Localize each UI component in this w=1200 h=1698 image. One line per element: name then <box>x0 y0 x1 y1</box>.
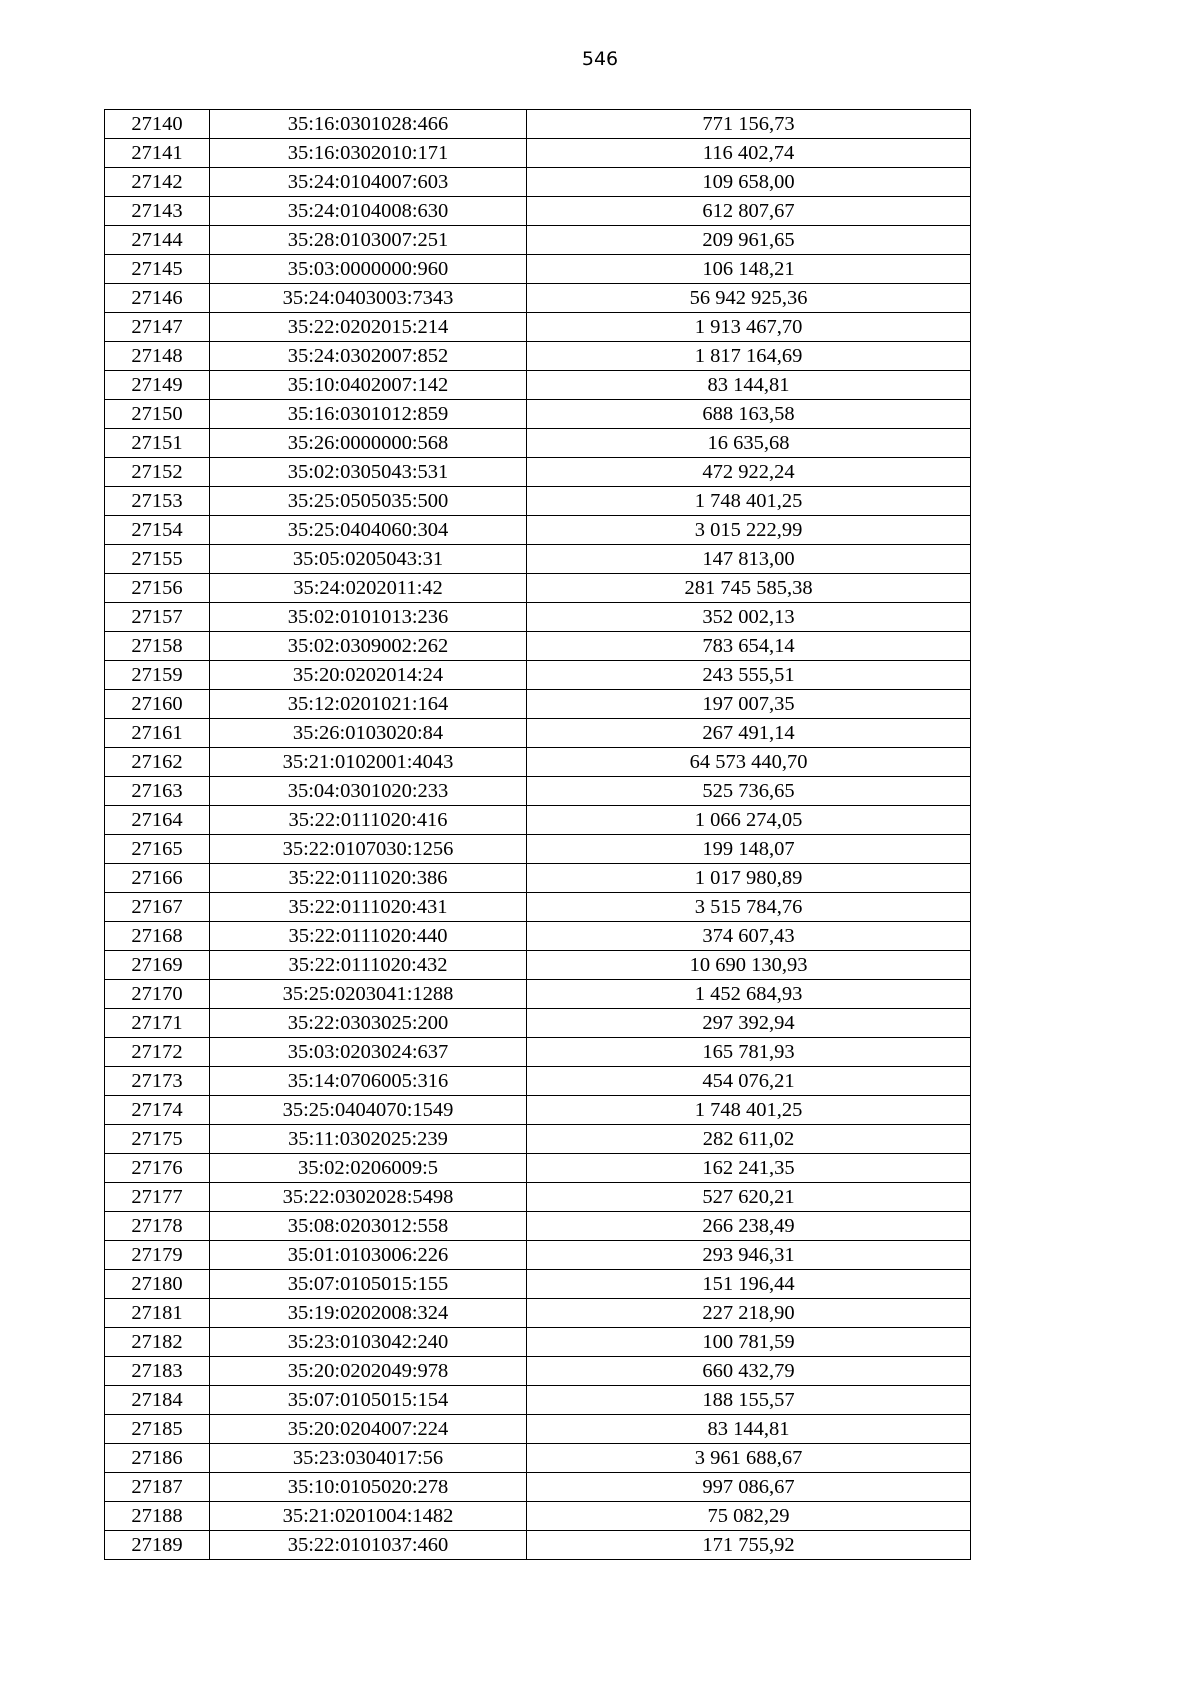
row-number-cell: 27182 <box>105 1328 210 1357</box>
row-number-cell: 27177 <box>105 1183 210 1212</box>
table-row <box>105 1096 971 1125</box>
row-number-cell: 27156 <box>105 574 210 603</box>
table-row <box>105 168 971 197</box>
cadastral-value-cell: 1 817 164,69 <box>527 342 971 371</box>
row-number-cell: 27170 <box>105 980 210 1009</box>
table-row <box>105 922 971 951</box>
row-number-cell: 27155 <box>105 545 210 574</box>
cadastral-value-cell: 1 066 274,05 <box>527 806 971 835</box>
row-number-cell: 27145 <box>105 255 210 284</box>
table-row <box>105 1386 971 1415</box>
table-row <box>105 139 971 168</box>
table-row <box>105 574 971 603</box>
cadastral-number-cell: 35:22:0303025:200 <box>210 1009 527 1038</box>
cadastral-value-cell: 243 555,51 <box>527 661 971 690</box>
row-number-cell: 27167 <box>105 893 210 922</box>
table-row <box>105 516 971 545</box>
cadastral-value-cell: 688 163,58 <box>527 400 971 429</box>
row-number-cell: 27152 <box>105 458 210 487</box>
cadastral-value-cell: 75 082,29 <box>527 1502 971 1531</box>
table-row <box>105 1067 971 1096</box>
cadastral-number-cell: 35:25:0203041:1288 <box>210 980 527 1009</box>
cadastral-value-cell: 116 402,74 <box>527 139 971 168</box>
row-number-cell: 27140 <box>105 110 210 139</box>
cadastral-number-cell: 35:01:0103006:226 <box>210 1241 527 1270</box>
cadastral-number-cell: 35:22:0107030:1256 <box>210 835 527 864</box>
row-number-cell: 27163 <box>105 777 210 806</box>
table-row <box>105 864 971 893</box>
cadastral-number-cell: 35:22:0302028:5498 <box>210 1183 527 1212</box>
cadastral-number-cell: 35:22:0202015:214 <box>210 313 527 342</box>
cadastral-value-cell: 352 002,13 <box>527 603 971 632</box>
table-row <box>105 1531 971 1560</box>
table-row <box>105 429 971 458</box>
cadastral-value-cell: 165 781,93 <box>527 1038 971 1067</box>
cadastral-number-cell: 35:22:0111020:386 <box>210 864 527 893</box>
cadastral-number-cell: 35:24:0104008:630 <box>210 197 527 226</box>
cadastral-value-cell: 1 017 980,89 <box>527 864 971 893</box>
table-row <box>105 197 971 226</box>
table-row <box>105 255 971 284</box>
table-row <box>105 1270 971 1299</box>
cadastral-number-cell: 35:02:0309002:262 <box>210 632 527 661</box>
cadastral-number-cell: 35:12:0201021:164 <box>210 690 527 719</box>
cadastral-number-cell: 35:03:0203024:637 <box>210 1038 527 1067</box>
row-number-cell: 27188 <box>105 1502 210 1531</box>
table-row <box>105 1357 971 1386</box>
cadastral-number-cell: 35:25:0404070:1549 <box>210 1096 527 1125</box>
row-number-cell: 27150 <box>105 400 210 429</box>
row-number-cell: 27158 <box>105 632 210 661</box>
row-number-cell: 27187 <box>105 1473 210 1502</box>
table-row <box>105 1212 971 1241</box>
cadastral-value-cell: 997 086,67 <box>527 1473 971 1502</box>
row-number-cell: 27151 <box>105 429 210 458</box>
row-number-cell: 27172 <box>105 1038 210 1067</box>
table-row <box>105 545 971 574</box>
cadastral-value-cell: 612 807,67 <box>527 197 971 226</box>
cadastral-number-cell: 35:21:0102001:4043 <box>210 748 527 777</box>
cadastral-value-cell: 266 238,49 <box>527 1212 971 1241</box>
cadastral-value-cell: 660 432,79 <box>527 1357 971 1386</box>
cadastral-value-cell: 1 748 401,25 <box>527 1096 971 1125</box>
cadastral-number-cell: 35:10:0105020:278 <box>210 1473 527 1502</box>
row-number-cell: 27176 <box>105 1154 210 1183</box>
cadastral-number-cell: 35:25:0505035:500 <box>210 487 527 516</box>
table-row <box>105 1299 971 1328</box>
table-row <box>105 1241 971 1270</box>
table-row <box>105 1154 971 1183</box>
cadastral-value-cell: 472 922,24 <box>527 458 971 487</box>
row-number-cell: 27166 <box>105 864 210 893</box>
table-row <box>105 951 971 980</box>
table-row <box>105 110 971 139</box>
cadastral-number-cell: 35:22:0101037:460 <box>210 1531 527 1560</box>
cadastral-value-cell: 297 392,94 <box>527 1009 971 1038</box>
cadastral-value-cell: 171 755,92 <box>527 1531 971 1560</box>
cadastral-value-cell: 267 491,14 <box>527 719 971 748</box>
row-number-cell: 27162 <box>105 748 210 777</box>
cadastral-number-cell: 35:08:0203012:558 <box>210 1212 527 1241</box>
table-row <box>105 1125 971 1154</box>
table-row <box>105 1328 971 1357</box>
table-row <box>105 719 971 748</box>
table-row <box>105 1415 971 1444</box>
cadastral-value-cell: 83 144,81 <box>527 371 971 400</box>
cadastral-value-cell: 162 241,35 <box>527 1154 971 1183</box>
table-row <box>105 690 971 719</box>
cadastral-number-cell: 35:16:0301028:466 <box>210 110 527 139</box>
cadastral-number-cell: 35:26:0000000:568 <box>210 429 527 458</box>
cadastral-value-cell: 227 218,90 <box>527 1299 971 1328</box>
table-row <box>105 1183 971 1212</box>
cadastral-number-cell: 35:19:0202008:324 <box>210 1299 527 1328</box>
row-number-cell: 27147 <box>105 313 210 342</box>
row-number-cell: 27164 <box>105 806 210 835</box>
row-number-cell: 27143 <box>105 197 210 226</box>
cadastral-number-cell: 35:21:0201004:1482 <box>210 1502 527 1531</box>
cadastral-number-cell: 35:04:0301020:233 <box>210 777 527 806</box>
table-row <box>105 313 971 342</box>
cadastral-number-cell: 35:02:0206009:5 <box>210 1154 527 1183</box>
cadastral-value-cell: 525 736,65 <box>527 777 971 806</box>
cadastral-number-cell: 35:23:0103042:240 <box>210 1328 527 1357</box>
row-number-cell: 27159 <box>105 661 210 690</box>
cadastral-value-cell: 3 015 222,99 <box>527 516 971 545</box>
cadastral-value-cell: 3 961 688,67 <box>527 1444 971 1473</box>
table-row <box>105 806 971 835</box>
page-number: 546 <box>581 48 619 70</box>
cadastral-value-cell: 1 913 467,70 <box>527 313 971 342</box>
cadastral-number-cell: 35:22:0111020:432 <box>210 951 527 980</box>
cadastral-value-cell: 106 148,21 <box>527 255 971 284</box>
row-number-cell: 27141 <box>105 139 210 168</box>
cadastral-value-cell: 282 611,02 <box>527 1125 971 1154</box>
row-number-cell: 27146 <box>105 284 210 313</box>
cadastral-value-cell: 281 745 585,38 <box>527 574 971 603</box>
table-row <box>105 342 971 371</box>
cadastral-value-cell: 100 781,59 <box>527 1328 971 1357</box>
table-row <box>105 284 971 313</box>
row-number-cell: 27183 <box>105 1357 210 1386</box>
cadastral-number-cell: 35:20:0204007:224 <box>210 1415 527 1444</box>
cadastral-value-cell: 527 620,21 <box>527 1183 971 1212</box>
row-number-cell: 27189 <box>105 1531 210 1560</box>
cadastral-value-cell: 374 607,43 <box>527 922 971 951</box>
cadastral-number-cell: 35:20:0202049:978 <box>210 1357 527 1386</box>
cadastral-value-cell: 151 196,44 <box>527 1270 971 1299</box>
cadastral-value-cell: 199 148,07 <box>527 835 971 864</box>
table-row <box>105 371 971 400</box>
row-number-cell: 27168 <box>105 922 210 951</box>
cadastral-value-cell: 83 144,81 <box>527 1415 971 1444</box>
row-number-cell: 27142 <box>105 168 210 197</box>
row-number-cell: 27169 <box>105 951 210 980</box>
table-row <box>105 1502 971 1531</box>
table-row <box>105 777 971 806</box>
cadastral-value-cell: 771 156,73 <box>527 110 971 139</box>
table-row <box>105 1038 971 1067</box>
table-row <box>105 661 971 690</box>
row-number-cell: 27160 <box>105 690 210 719</box>
row-number-cell: 27149 <box>105 371 210 400</box>
cadastral-number-cell: 35:24:0403003:7343 <box>210 284 527 313</box>
table-row <box>105 400 971 429</box>
row-number-cell: 27181 <box>105 1299 210 1328</box>
row-number-cell: 27180 <box>105 1270 210 1299</box>
row-number-cell: 27171 <box>105 1009 210 1038</box>
row-number-cell: 27153 <box>105 487 210 516</box>
cadastral-value-cell: 454 076,21 <box>527 1067 971 1096</box>
cadastral-number-cell: 35:16:0302010:171 <box>210 139 527 168</box>
cadastral-value-cell: 188 155,57 <box>527 1386 971 1415</box>
row-number-cell: 27161 <box>105 719 210 748</box>
row-number-cell: 27184 <box>105 1386 210 1415</box>
table-row <box>105 458 971 487</box>
table-row <box>105 1473 971 1502</box>
table-row <box>105 835 971 864</box>
cadastral-value-cell: 1 452 684,93 <box>527 980 971 1009</box>
row-number-cell: 27179 <box>105 1241 210 1270</box>
cadastral-value-cell: 56 942 925,36 <box>527 284 971 313</box>
cadastral-value-cell: 109 658,00 <box>527 168 971 197</box>
row-number-cell: 27174 <box>105 1096 210 1125</box>
cadastral-value-cell: 10 690 130,93 <box>527 951 971 980</box>
cadastral-number-cell: 35:03:0000000:960 <box>210 255 527 284</box>
row-number-cell: 27148 <box>105 342 210 371</box>
row-number-cell: 27173 <box>105 1067 210 1096</box>
row-number-cell: 27175 <box>105 1125 210 1154</box>
table-row <box>105 748 971 777</box>
table-row <box>105 226 971 255</box>
cadastral-number-cell: 35:28:0103007:251 <box>210 226 527 255</box>
row-number-cell: 27178 <box>105 1212 210 1241</box>
cadastral-number-cell: 35:26:0103020:84 <box>210 719 527 748</box>
cadastral-value-cell: 147 813,00 <box>527 545 971 574</box>
cadastral-number-cell: 35:22:0111020:416 <box>210 806 527 835</box>
table-row <box>105 1444 971 1473</box>
row-number-cell: 27186 <box>105 1444 210 1473</box>
cadastral-value-cell: 64 573 440,70 <box>527 748 971 777</box>
cadastral-number-cell: 35:02:0305043:531 <box>210 458 527 487</box>
cadastral-number-cell: 35:07:0105015:154 <box>210 1386 527 1415</box>
cadastral-number-cell: 35:11:0302025:239 <box>210 1125 527 1154</box>
cadastral-number-cell: 35:14:0706005:316 <box>210 1067 527 1096</box>
table-row <box>105 980 971 1009</box>
table-row <box>105 632 971 661</box>
cadastral-value-cell: 783 654,14 <box>527 632 971 661</box>
cadastral-value-table <box>104 109 971 1560</box>
table-row <box>105 603 971 632</box>
cadastral-number-cell: 35:20:0202014:24 <box>210 661 527 690</box>
row-number-cell: 27165 <box>105 835 210 864</box>
row-number-cell: 27157 <box>105 603 210 632</box>
table-body <box>105 110 971 1560</box>
cadastral-value-cell: 16 635,68 <box>527 429 971 458</box>
cadastral-number-cell: 35:23:0304017:56 <box>210 1444 527 1473</box>
cadastral-number-cell: 35:16:0301012:859 <box>210 400 527 429</box>
cadastral-number-cell: 35:24:0202011:42 <box>210 574 527 603</box>
cadastral-number-cell: 35:22:0111020:431 <box>210 893 527 922</box>
cadastral-number-cell: 35:10:0402007:142 <box>210 371 527 400</box>
cadastral-number-cell: 35:24:0104007:603 <box>210 168 527 197</box>
cadastral-value-cell: 1 748 401,25 <box>527 487 971 516</box>
row-number-cell: 27154 <box>105 516 210 545</box>
cadastral-number-cell: 35:05:0205043:31 <box>210 545 527 574</box>
cadastral-value-cell: 197 007,35 <box>527 690 971 719</box>
cadastral-number-cell: 35:07:0105015:155 <box>210 1270 527 1299</box>
cadastral-number-cell: 35:02:0101013:236 <box>210 603 527 632</box>
row-number-cell: 27185 <box>105 1415 210 1444</box>
row-number-cell: 27144 <box>105 226 210 255</box>
cadastral-number-cell: 35:25:0404060:304 <box>210 516 527 545</box>
cadastral-number-cell: 35:24:0302007:852 <box>210 342 527 371</box>
cadastral-value-cell: 293 946,31 <box>527 1241 971 1270</box>
table-row <box>105 487 971 516</box>
cadastral-value-cell: 3 515 784,76 <box>527 893 971 922</box>
cadastral-value-cell: 209 961,65 <box>527 226 971 255</box>
table-row <box>105 1009 971 1038</box>
table-row <box>105 893 971 922</box>
cadastral-number-cell: 35:22:0111020:440 <box>210 922 527 951</box>
